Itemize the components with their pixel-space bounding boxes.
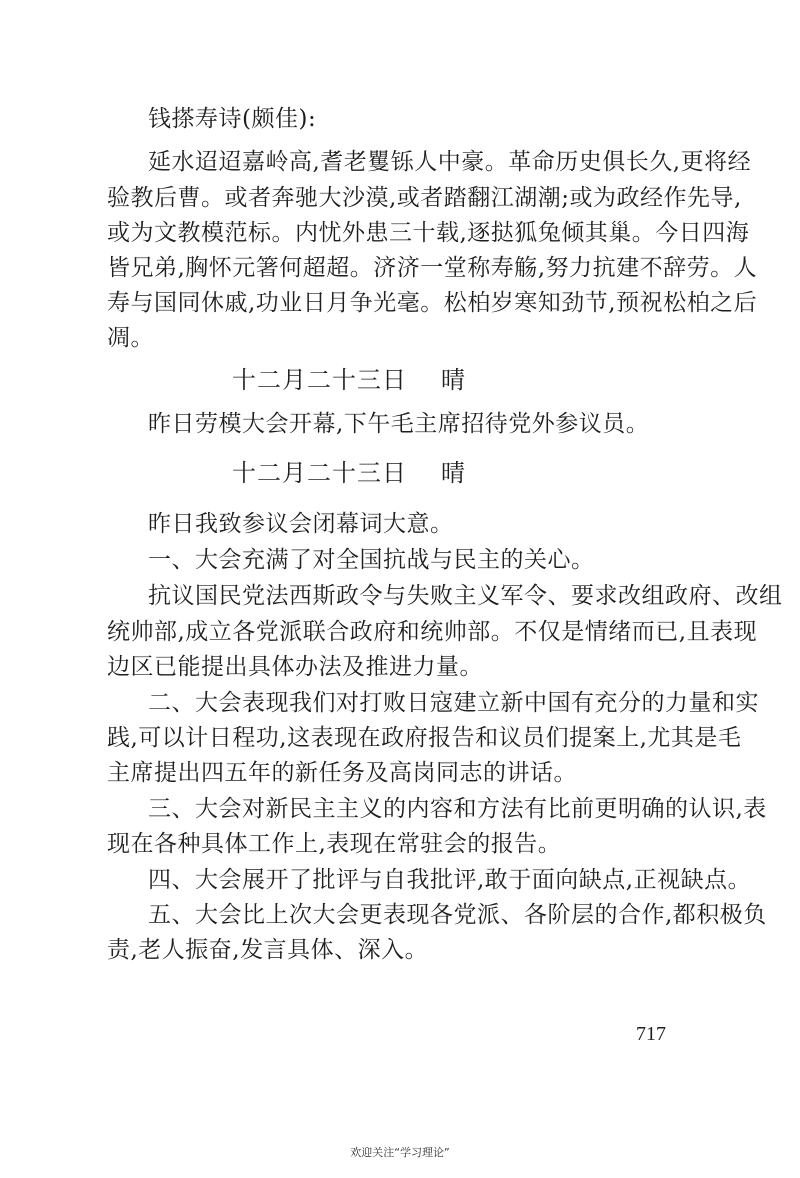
entry-line: 五、大会比上次大会更表现各党派、各阶层的合作,都积极负 [148, 902, 767, 928]
entry-line: 抗议国民党法西斯政令与失败主义军令、要求改组政府、改组 [148, 583, 783, 609]
poem-line: 凋。 [107, 325, 154, 351]
poem-line: 皆兄弟,胸怀元箸何超超。济济一堂称寿觞,努力抗建不辞劳。人 [107, 255, 758, 281]
entry-date: 十二月二十三日 [232, 459, 407, 487]
entry-line: 四、大会展开了批评与自我批评,敢于面向缺点,正视缺点。 [148, 867, 752, 893]
entry-line: 三、大会对新民主主义的内容和方法有比前更明确的认识,表 [148, 796, 767, 822]
entry-line: 昨日我致参议会闭幕词大意。 [148, 511, 454, 537]
entry-date: 十二月二十三日 [232, 366, 407, 394]
entry-heading [232, 365, 466, 395]
poem-line: 验教后曹。或者奔驰大沙漠,或者踏翻江湖潮;或为政经作先导, [107, 185, 742, 211]
entry-heading [232, 458, 466, 488]
entry-text: 昨日劳模大会开幕,下午毛主席招待党外参议员。 [148, 411, 650, 437]
entry-line: 一、大会充满了对全国抗战与民主的关心。 [148, 547, 595, 573]
entry-line: 主席提出四五年的新任务及高岗同志的讲话。 [107, 760, 577, 786]
entry-line: 现在各种具体工作上,表现在常驻会的报告。 [107, 831, 562, 857]
entry-weather: 晴 [441, 366, 466, 394]
footer-note: 欢迎关注“学习理论” [350, 1146, 450, 1159]
entry-weather: 晴 [441, 459, 466, 487]
entry-line: 边区已能提出具体办法及推进力量。 [107, 654, 483, 680]
poem-line: 或为文教模范标。内忧外患三十载,逐挞狐兔倾其巢。今日四海 [107, 220, 750, 246]
poem-intro: 钱搽寿诗(颇佳): [148, 106, 317, 132]
entry-line: 责,老人振奋,发言具体、深入。 [107, 937, 429, 963]
poem-line: 寿与国同休戚,功业日月争光毫。松柏岁寒知劲节,预祝松柏之后 [107, 290, 758, 316]
entry-line: 二、大会表现我们对打败日寇建立新中国有充分的力量和实 [148, 690, 759, 716]
entry-line: 统帅部,成立各党派联合政府和统帅部。不仅是情绪而已,且表现 [107, 619, 758, 645]
poem-line: 延水迢迢嘉岭高,耆老矍铄人中豪。革命历史俱长久,更将经 [148, 149, 752, 175]
entry-line: 践,可以计日程功,这表现在政府报告和议员们提案上,尤其是毛 [107, 725, 742, 751]
page-number: 717 [636, 1023, 666, 1045]
